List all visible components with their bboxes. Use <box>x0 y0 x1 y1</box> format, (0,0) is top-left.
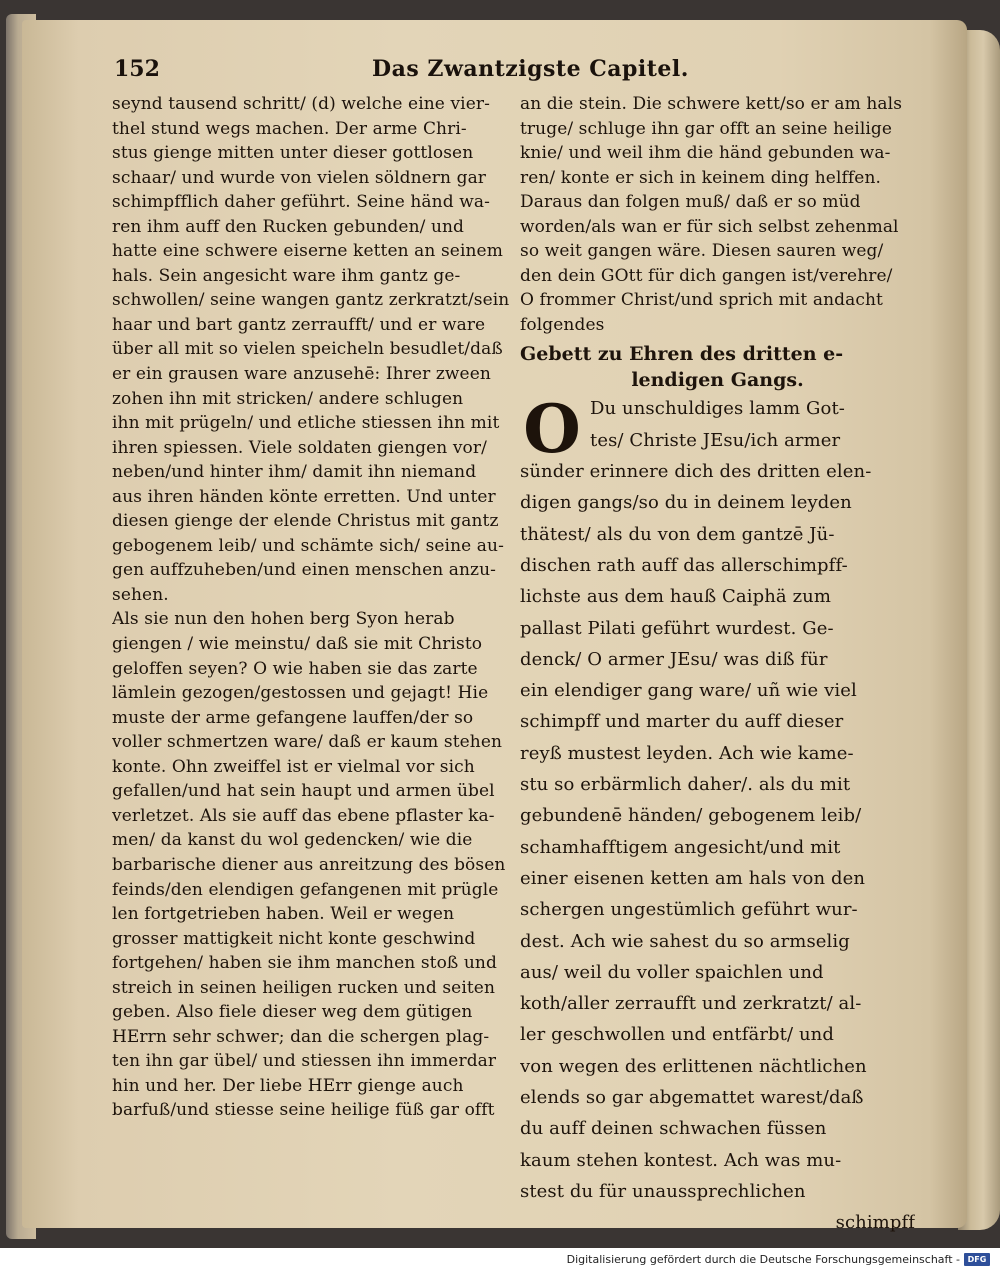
text-line: verletzet. Als sie auff das ebene pflaster ka- <box>112 805 495 826</box>
text-line: schaar/ und wurde von vielen söldnern gar <box>112 167 487 188</box>
text-line: giengen / wie meinstu/ daß sie mit Christo <box>112 634 483 655</box>
right-column-continuation <box>520 92 915 337</box>
text-line: elends so gar abgemattet warest/daß <box>520 1087 864 1108</box>
text-line: gebogenem leib/ und schämte sich/ seine au- <box>112 535 504 556</box>
text-line: zohen ihn mit stricken/ andere schlugen <box>112 388 464 409</box>
prayer-heading-continued: lendigen Gangs. <box>631 369 804 392</box>
text-line: ihn mit prügeln/ und etliche stiessen ihn mit <box>112 413 500 434</box>
text-line: fortgehen/ haben sie ihm manchen stoß und <box>112 953 497 974</box>
page-number: 152 <box>114 56 160 82</box>
text-line: truge/ schluge ihn gar offt an seine heilige <box>520 118 893 139</box>
dfg-logo: DFG <box>964 1253 990 1266</box>
prayer-body <box>520 456 915 1207</box>
text-line: stus gienge mitten unter dieser gottlosen <box>112 143 474 164</box>
text-line: barbarische diener aus anreitzung des bösen <box>112 854 506 875</box>
text-line: gefallen/und hat sein haupt und armen übel <box>112 781 495 802</box>
text-line: schwollen/ seine wangen gantz zerkratzt/sein <box>112 290 510 311</box>
text-line: ihren spiessen. Viele soldaten giengen vor/ <box>112 437 487 458</box>
text-line: hatte eine schwere eiserne ketten an seinem <box>112 241 503 262</box>
text-line: ten ihn gar übel/ und stiessen ihn immerdar <box>112 1051 497 1072</box>
running-title: Das Zwantzigste Capitel. <box>372 56 689 82</box>
text-line: len fortgetrieben haben. Weil er wegen <box>112 904 455 925</box>
text-line: diesen gienge der elende Christus mit gantz <box>112 511 499 532</box>
text-line: grosser mattigkeit nicht konte geschwind <box>112 928 476 949</box>
footer-bar <box>0 1251 1000 1269</box>
text-line: O frommer Christ/und sprich mit andacht <box>520 290 883 311</box>
text-line: sehen. <box>112 584 169 605</box>
text-line: so weit gangen wäre. Diesen sauren weg/ <box>520 241 884 262</box>
text-line: thel stund wegs machen. Der arme Chri- <box>112 118 467 139</box>
text-line: geloffen seyen? O wie haben sie das zarte <box>112 658 478 679</box>
left-text-column <box>112 92 510 1123</box>
text-line: von wegen des erlittenen nächtlichen <box>520 1055 867 1077</box>
text-line: Daraus dan folgen muß/ daß er so müd <box>520 192 861 213</box>
text-line: worden/als wan er für sich selbst zehenmal <box>520 216 899 237</box>
text-line: digen gangs/so du in deinem leyden <box>520 492 852 514</box>
text-line: schamhafftigem angesicht/und mit <box>520 836 841 858</box>
text-line: dischen rath auff das allerschimpff- <box>520 554 848 576</box>
text-line: dest. Ach wie sahest du so armselig <box>520 930 850 952</box>
text-line: folgendes <box>520 314 605 335</box>
text-line: schimpff und marter du auff dieser <box>520 711 844 733</box>
prayer-heading: Gebett zu Ehren des dritten e- <box>520 343 844 366</box>
text-line: schergen ungestümlich geführt wur- <box>520 899 858 921</box>
text-line: Als sie nun den hohen berg Syon herab <box>112 609 455 630</box>
text-line: ein elendiger gang ware/ uñ wie viel <box>520 680 857 702</box>
text-line: neben/und hinter ihm/ damit ihn niemand <box>112 462 477 483</box>
right-text-column <box>520 92 915 1238</box>
text-line: denck/ O armer JEsu/ was diß für <box>520 648 828 670</box>
text-line: du auff deinen schwachen füssen <box>520 1118 827 1140</box>
text-line: einer eisenen ketten am hals von den <box>520 867 866 889</box>
text-line: lichste aus dem hauß Caiphä zum <box>520 586 832 608</box>
text-line: koth/aller zerraufft und zerkratzt/ al- <box>520 993 862 1015</box>
catchword: schimpff <box>835 1212 915 1234</box>
text-line: hals. Sein angesicht ware ihm gantz ge- <box>112 265 461 286</box>
text-line: ren ihm auff den Rucken gebunden/ und <box>112 216 465 237</box>
text-line: stu so erbärmlich daher/. als du mit <box>520 774 851 796</box>
text-line: ren/ konte er sich in keinem ding helffen. <box>520 167 881 188</box>
text-line: seynd tausend schritt/ (d) welche eine vier- <box>112 94 490 114</box>
drop-cap-initial: O <box>523 390 581 469</box>
text-line: geben. Also fiele dieser weg dem gütigen <box>112 1002 473 1023</box>
text-line: thätest/ als du von dem gantzē Jü- <box>520 523 835 545</box>
text-line: konte. Ohn zweiffel ist er vielmal vor sich <box>112 756 475 777</box>
text-line: HErrn sehr schwer; dan die schergen plag- <box>112 1026 490 1047</box>
text-line: voller schmertzen ware/ daß er kaum stehen <box>112 732 503 753</box>
text-line: Du unschuldiges lamm Got- <box>590 398 845 420</box>
text-line: ler geschwollen und entfärbt/ und <box>520 1024 835 1046</box>
text-line: tes/ Christe JEsu/ich armer <box>590 429 841 451</box>
text-line: reyß mustest leyden. Ach wie kame- <box>520 742 854 764</box>
text-line: er ein grausen ware anzusehē: Ihrer zween <box>112 364 491 385</box>
prayer-opening <box>520 390 915 469</box>
text-line: lämlein gezogen/gestossen und gejagt! Hie <box>112 683 489 704</box>
text-line: den dein GOtt für dich gangen ist/verehre/ <box>520 265 893 286</box>
text-line: haar und bart gantz zerraufft/ und er ware <box>112 314 486 335</box>
text-line: aus/ weil du voller spaichlen und <box>520 961 824 983</box>
text-line: knie/ und weil ihm die händ gebunden wa- <box>520 143 891 164</box>
text-line: an die stein. Die schwere kett/so er am hals <box>520 94 903 114</box>
text-line: barfuß/und stiesse seine heilige füß gar offt <box>112 1100 495 1121</box>
text-line: men/ da kanst du wol gedencken/ wie die <box>112 830 473 851</box>
text-line: streich in seinen heiligen rucken und seiten <box>112 977 495 998</box>
text-line: gen auffzuheben/und einen menschen anzu- <box>112 560 497 581</box>
text-line: feinds/den elendigen gefangenen mit prügle <box>112 879 499 900</box>
text-line: kaum stehen kontest. Ach was mu- <box>520 1149 842 1171</box>
text-line: stest du für unaussprechlichen <box>520 1180 806 1202</box>
text-line: über all mit so vielen speicheln besudlet/daß <box>112 339 503 360</box>
funding-credit: Digitalisierung gefördert durch die Deutsche Forschungsgemeinschaft - <box>566 1253 960 1266</box>
text-line: muste der arme gefangene lauffen/der so <box>112 707 474 728</box>
text-line: sünder erinnere dich des dritten elen- <box>520 461 872 483</box>
text-line: gebundenē händen/ gebogenem leib/ <box>520 805 862 827</box>
text-line: hin und her. Der liebe HErr gienge auch <box>112 1075 464 1096</box>
text-line: pallast Pilati geführt wurdest. Ge- <box>520 617 834 639</box>
text-line: aus ihren händen könte erretten. Und unter <box>112 486 496 507</box>
text-line: schimpfflich daher geführt. Seine händ wa- <box>112 192 490 213</box>
